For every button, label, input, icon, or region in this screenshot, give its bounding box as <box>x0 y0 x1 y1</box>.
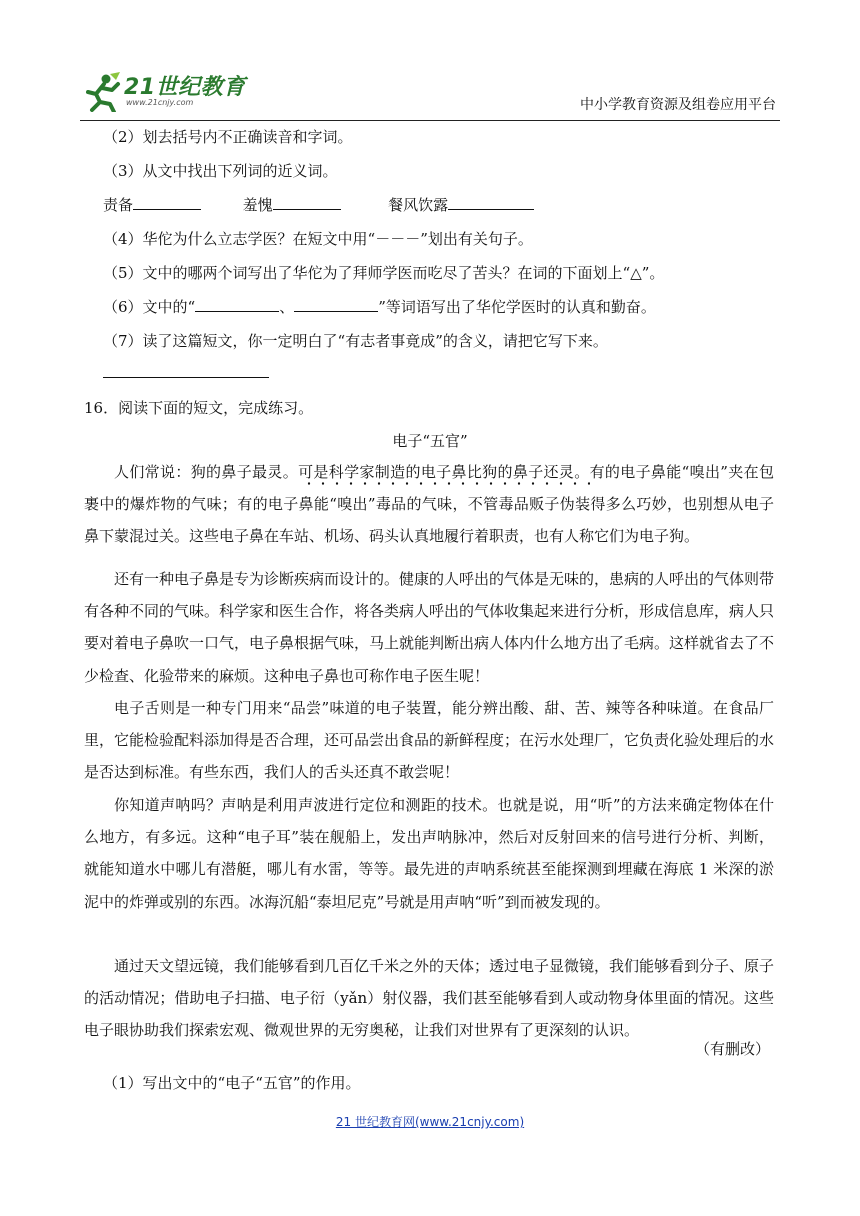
q16-intro: 16．阅读下面的短文，完成练习。 <box>84 399 314 417</box>
q15-item-4: （4）华佗为什么立志学医？在短文中用“－－－”划出有关句子。 <box>103 230 533 248</box>
site-logo[interactable] <box>80 68 260 114</box>
synonym-word: 羞愧 <box>242 196 273 214</box>
source-note: （有删改） <box>694 1040 770 1058</box>
q15-item-7-answer <box>103 362 269 382</box>
item-6-separator: 、 <box>279 298 295 316</box>
passage-paragraph-2: 还有一种电子鼻是专为诊断疾病而设计的。健康的人呼出的气体是无味的，患病的人呼出的气体则带有各种不同的气味。科学家和医生合作，将各类病人呼出的气体收集起来进行分析，形成信息库，病人只要对着电子鼻吹一口气，电子鼻根据气味，马上就能判断出病人体内什么地方出了毛病。这样就省去了不少检查、化验带来的麻烦。这种电子鼻也可称作电子医生呢！ <box>84 570 775 685</box>
page-header <box>80 66 780 121</box>
q15-item-3: （3）从文中找出下列词的近义词。 <box>103 162 338 180</box>
synonym-word: 餐风饮露 <box>388 196 449 214</box>
p1-rest: 有的电子鼻能“嗅出”夹在包裹中的爆炸物的气味；有的电子鼻能“嗅出”毒品的气味，不管毒品贩子伪装得多么巧妙，也别想从电子鼻下蒙混过关。这些电子鼻在车站、机场、码头认真地履行着职责，也有人称它们为电子狗。 <box>84 463 774 546</box>
q15-item-6 <box>103 296 656 317</box>
q15-item-2: （2）划去括号内不正确读音和字词。 <box>103 128 353 146</box>
dotted-sentence: 可是科学家制造的电子鼻比狗的鼻子还灵。 <box>298 463 589 486</box>
answer-blank[interactable] <box>103 362 269 378</box>
item-6-prefix: （6）文中的“ <box>103 298 196 316</box>
synonym-row <box>103 194 534 215</box>
runner-logo-icon <box>82 72 122 112</box>
passage-paragraph-5: 通过天文望远镜，我们能够看到几百亿千米之外的天体；透过电子显微镜，我们能够看到分子、原子的活动情况；借助电子扫描、电子衍（yǎn）射仪器，我们甚至能够看到人或动物身体里面的情况。这些电子眼协助我们探索宏观、微观世界的无穷奥秘，让我们对世界有了更深刻的认识。 <box>84 957 775 1040</box>
answer-blank[interactable] <box>133 194 201 210</box>
passage-paragraph-3: 电子舌则是一种专门用来“品尝”味道的电子装置，能分辨出酸、甜、苦、辣等各种味道。在食品厂里，它能检验配料添加得是否合理，还可品尝出食品的新鲜程度；在污水处理厂，它负责化验处理后的水是否达到标准。有些东西，我们人的舌头还真不敢尝呢！ <box>84 699 775 782</box>
q16-item-1: （1）写出文中的“电子“五官”的作用。 <box>103 1074 361 1092</box>
passage-paragraph-4: 你知道声呐吗？声呐是利用声波进行定位和测距的技术。也就是说，用“听”的方法来确定物体在什么地方，有多远。这种“电子耳”装在舰船上，发出声呐脉冲，然后对反射回来的信号进行分析、判断，就能知道水中哪儿有潜艇，哪儿有水雷，等等。最先进的声呐系统甚至能探测到埋藏在海底 1 米深的淤泥中的炸弹或别的东西。冰海沉船“泰坦尼克”号就是用声呐“听”到而被发现的。 <box>84 796 774 911</box>
site-name: 中小学教育资源及组卷应用平台 <box>580 97 776 113</box>
p1-start: 人们常说：狗的鼻子最灵。 <box>114 463 299 481</box>
answer-blank[interactable] <box>448 194 534 210</box>
passage-title: 电子“五官” <box>392 432 468 450</box>
passage-paragraph-1 <box>84 456 774 553</box>
footer-link[interactable]: 21 世纪教育网(www.21cnjy.com) <box>335 1115 525 1129</box>
logo-url: www.21cnjy.com <box>126 98 194 107</box>
logo-text: 21世纪教育 <box>124 75 246 100</box>
item-6-suffix: ”等词语写出了华佗学医时的认真和勤奋。 <box>378 298 656 316</box>
page-footer <box>0 1113 860 1130</box>
q15-item-5: （5）文中的哪两个词写出了华佗为了拜师学医而吃尽了苦头？在词的下面划上“△”。 <box>103 264 665 282</box>
synonym-word: 责备 <box>103 196 134 214</box>
answer-blank[interactable] <box>294 296 378 312</box>
q15-item-7: （7）读了这篇短文，你一定明白了“有志者事竟成”的含义，请把它写下来。 <box>103 332 608 350</box>
answer-blank[interactable] <box>273 194 341 210</box>
answer-blank[interactable] <box>195 296 279 312</box>
